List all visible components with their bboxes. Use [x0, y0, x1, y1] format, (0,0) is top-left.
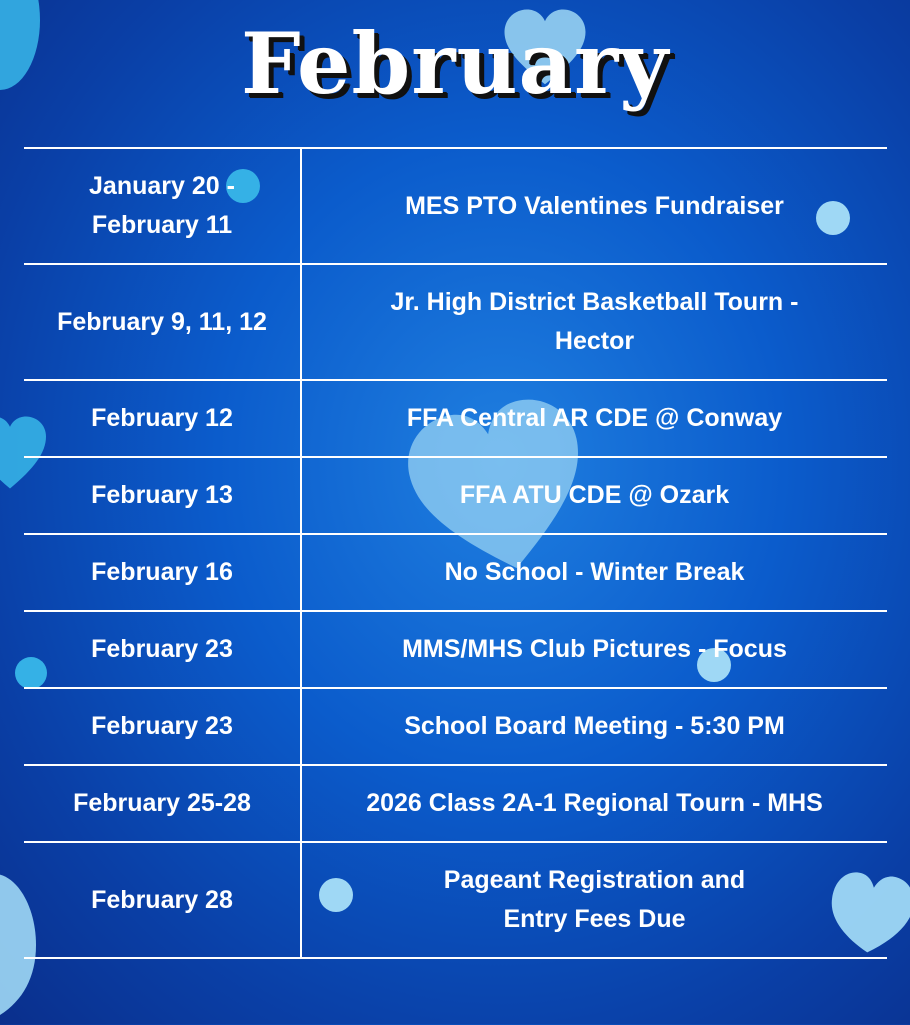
event-date	[24, 689, 302, 764]
event-date-line: February 16	[91, 558, 233, 586]
event-name-line: 2026 Class 2A-1 Regional Tourn - MHS	[366, 789, 823, 817]
table-row	[24, 458, 887, 535]
event-date	[24, 612, 302, 687]
event-date-line: February 25-28	[73, 789, 251, 817]
table-row	[24, 265, 887, 381]
table-row	[24, 149, 887, 265]
table-row	[24, 766, 887, 843]
event-name	[302, 689, 887, 764]
event-date-line: February 28	[91, 885, 233, 914]
event-name-line: Pageant Registration and	[443, 866, 746, 894]
event-name	[302, 766, 887, 841]
event-name	[302, 149, 887, 263]
event-name	[302, 265, 887, 379]
event-name	[302, 381, 887, 456]
event-name-line: No School - Winter Break	[444, 558, 745, 586]
event-date-line: February 9, 11, 12	[57, 307, 267, 336]
event-name-line: MES PTO Valentines Fundraiser	[405, 191, 784, 220]
event-date	[24, 535, 302, 610]
table-row	[24, 612, 887, 689]
event-date-line: February 11	[91, 211, 233, 239]
event-name-line: FFA Central AR CDE @ Conway	[406, 404, 783, 432]
event-name-line: Hector	[554, 327, 635, 355]
event-date	[24, 843, 302, 957]
event-date	[24, 458, 302, 533]
event-date-line: January 20 -	[89, 172, 235, 200]
table-row	[24, 843, 887, 959]
table-row	[24, 689, 887, 766]
event-date	[24, 265, 302, 379]
event-name-line: FFA ATU CDE @ Ozark	[459, 481, 730, 509]
event-date-line: February 23	[91, 712, 233, 740]
event-date-line: February 13	[91, 481, 233, 509]
event-name	[302, 535, 887, 610]
event-name-line: Entry Fees Due	[503, 905, 686, 933]
event-date-line: February 12	[91, 404, 233, 432]
event-name	[302, 612, 887, 687]
event-name-line: School Board Meeting - 5:30 PM	[404, 712, 785, 740]
event-date	[24, 766, 302, 841]
table-row	[24, 535, 887, 612]
event-name	[302, 458, 887, 533]
event-date	[24, 381, 302, 456]
page-title: February	[240, 14, 670, 113]
event-name	[302, 843, 887, 957]
event-date-line: February 23	[91, 635, 233, 663]
events-table	[24, 147, 887, 959]
event-date	[24, 149, 302, 263]
event-name-line: Jr. High District Basketball Tourn -	[390, 288, 799, 316]
table-row	[24, 381, 887, 458]
event-name-line: MMS/MHS Club Pictures - Focus	[402, 635, 787, 663]
